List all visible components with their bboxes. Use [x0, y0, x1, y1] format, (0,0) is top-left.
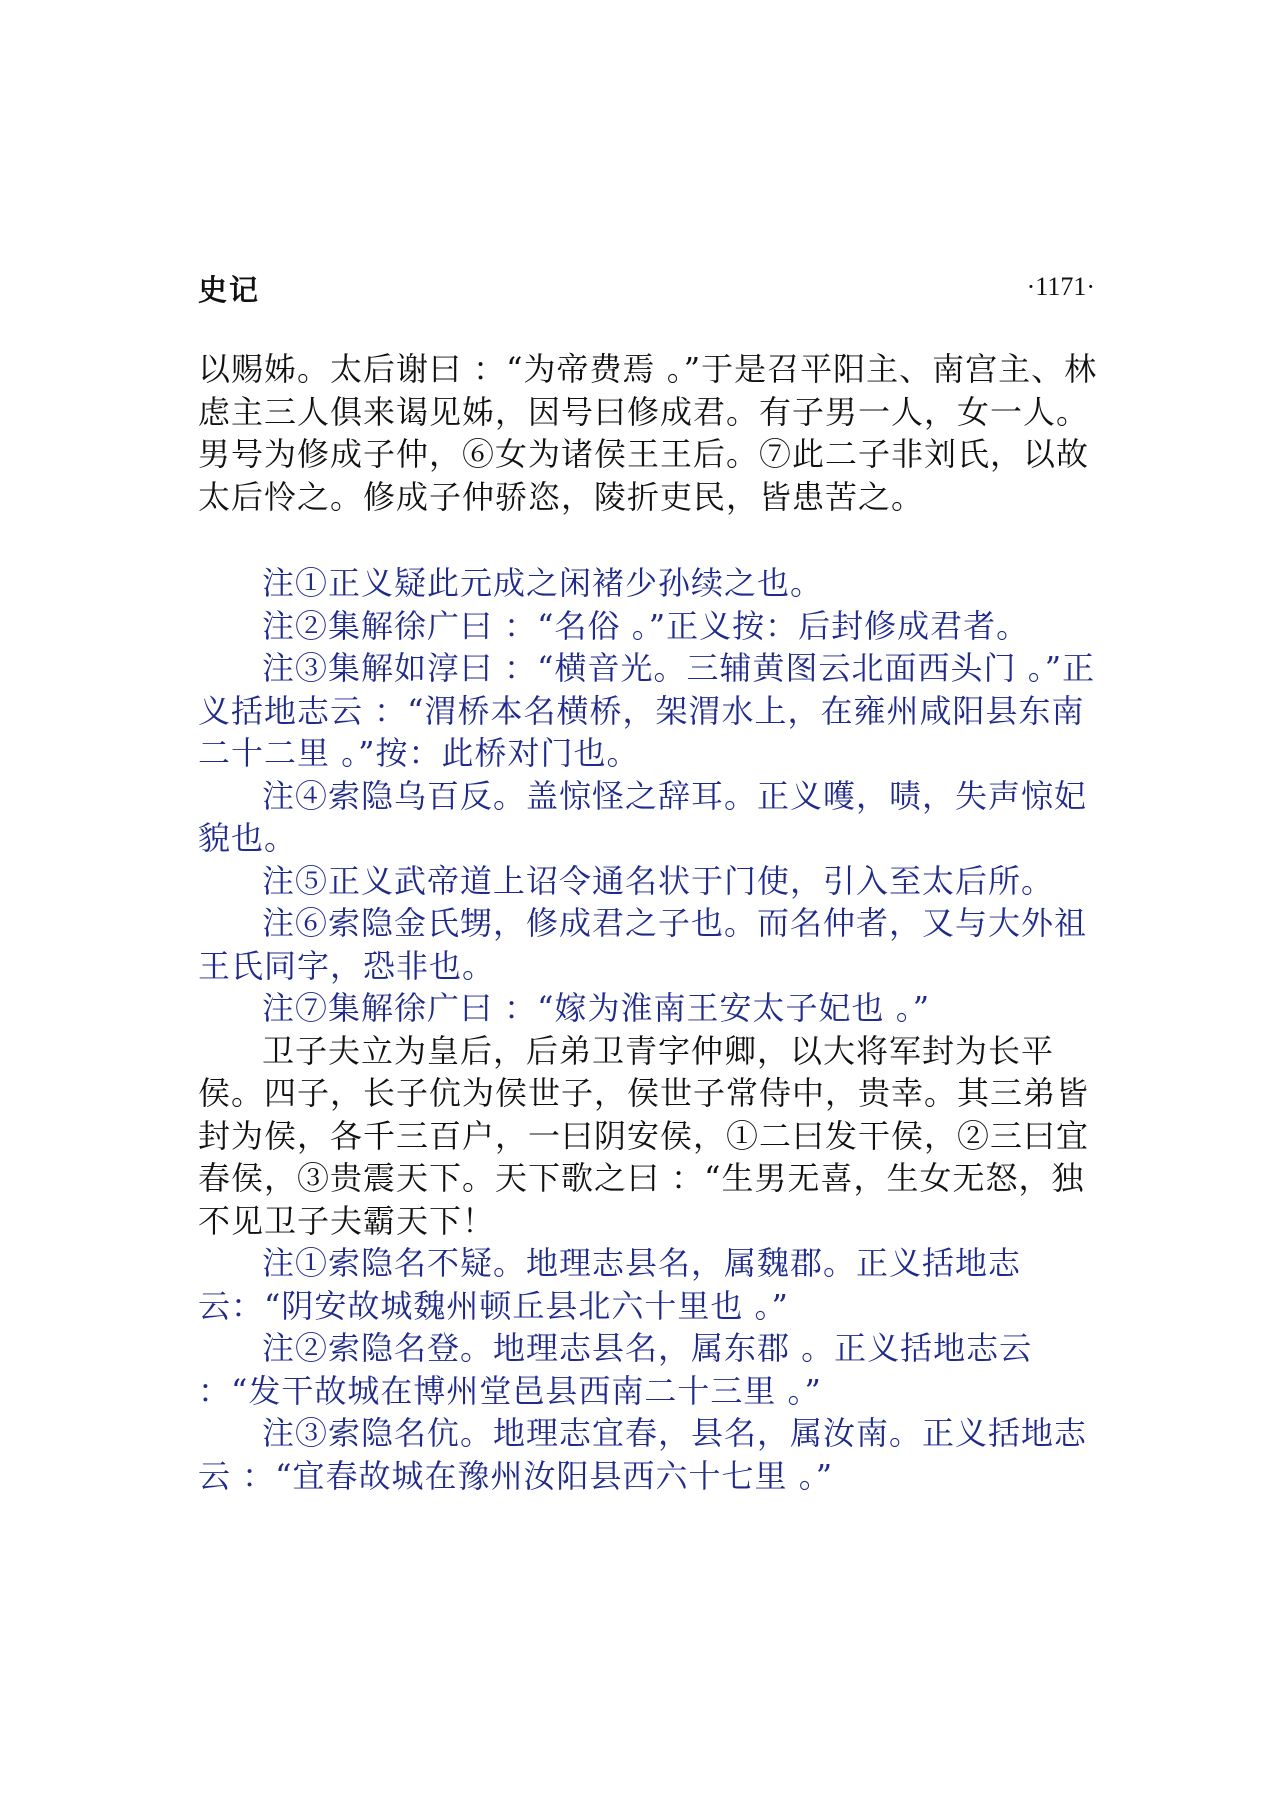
- annotation-note: 注④索隐乌百反。盖惊怪之辞耳。正义嚄，啧，失声惊妃貌也。: [198, 776, 1088, 857]
- annotation-note: 注③索隐名伉。地理志宜春，县名，属汝南。正义括地志云 ：“宜春故城在豫州汝阳县西六十七里 。”: [198, 1414, 1088, 1495]
- page-body: [198, 348, 1098, 1497]
- annotation-note: 注⑥索隐金氏甥，修成君之子也。而名仲者，又与大外祖王氏同字，恐非也。: [198, 904, 1088, 985]
- annotation-note: 注②索隐名登。地理志县名，属东郡 。正义括地志云 ：“发干故城在博州堂邑县西南二十三里 。”: [198, 1329, 1033, 1410]
- annotation-note: 注③集解如淳曰 ：“横音光。三辅黄图云北面西头门 。”正义括地志云 ：“渭桥本名横桥，架渭水上，在雍州咸阳县东南二十二里 。”按：此桥对门也。: [198, 649, 1096, 772]
- annotation-note: 注①索隐名不疑。地理志县名，属魏郡。正义括地志云：“阴安故城魏州顿丘县北六十里也 。”: [198, 1244, 1022, 1325]
- main-text-paragraph: 以赐姊。太后谢曰 ：“为帝费焉 。”于是召平阳主、南宫主、林虑主三人俱来谒见姊，因号曰修成君。有子男一人，女一人。男号为修成子仲，⑥女为诸侯王王后。⑦此二子非刘氏，以故太后怜之。修成子仲骄恣，陵折吏民，皆患苦之。: [198, 350, 1098, 516]
- paragraph-gap: [198, 518, 1098, 562]
- page-header: [198, 268, 1095, 308]
- page-number: ·1171·: [1026, 272, 1095, 301]
- main-text-paragraph: 卫子夫立为皇后，后弟卫青字仲卿，以大将军封为长平侯。四子，长子伉为侯世子，侯世子常侍中，贵幸。其三弟皆封为侯，各千三百户，一曰阴安侯，①二曰发干侯，②三曰宜春侯，③贵震天下。天下歌之曰 ：“生男无喜，生女无怒，独不见卫子夫霸天下！: [198, 1031, 1090, 1240]
- annotation-note: 注①正义疑此元成之闲褚少孙续之也。: [262, 564, 824, 602]
- annotation-note: 注②集解徐广曰 ：“名俗 。”正义按：后封修成君者。: [262, 606, 1030, 645]
- annotation-note: 注⑦集解徐广曰 ：“嫁为淮南王安太子妃也 。”: [262, 989, 931, 1027]
- annotation-note: 注⑤正义武帝道上诏令通名状于门使，引入至太后所。: [262, 861, 1055, 900]
- book-title: 史记: [198, 273, 261, 307]
